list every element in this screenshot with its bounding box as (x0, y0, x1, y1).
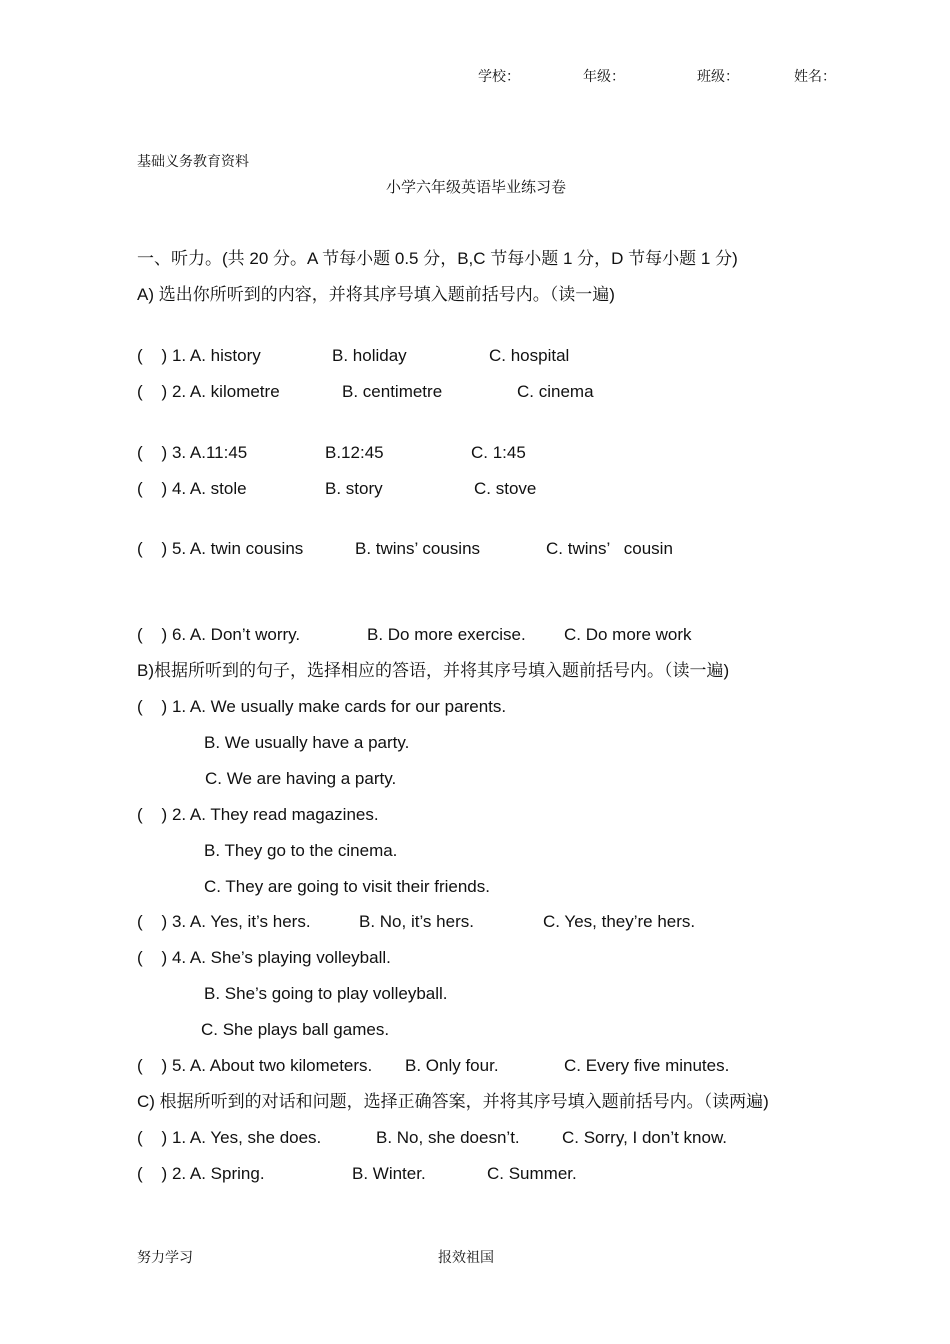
part-a-q1-c: C. hospital (489, 346, 570, 365)
part-b-q5-a: ( ) 5. A. About two kilometers. (137, 1056, 373, 1075)
part-a-q1-a: ( ) 1. A. history (137, 346, 261, 365)
grade-field-label: 年级： (583, 69, 625, 85)
part-a-q2-b: B. centimetre (342, 382, 443, 401)
part-b-q5-b: B. Only four. (405, 1056, 499, 1075)
part-b-instruction: B)根据所听到的句子，选择相应的答语，并将其序号填入题前括号内。（读一遍) (137, 661, 730, 680)
document-label: 基础义务教育资料 (137, 154, 249, 170)
part-a-q5-c: C. twins’ cousin (546, 539, 673, 558)
part-c-q2-c: C. Summer. (487, 1164, 577, 1183)
part-a-q4-b: B. story (325, 479, 383, 498)
part-c-q1-c: C. Sorry, I don’t know. (562, 1128, 728, 1147)
part-a-q2-c: C. cinema (517, 382, 594, 401)
part-b-q3-c: C. Yes, they’re hers. (543, 912, 696, 931)
part-a-q3-c: C. 1:45 (471, 443, 526, 462)
part-b-q5-c: C. Every five minutes. (564, 1056, 730, 1075)
class-field-label: 班级： (697, 69, 739, 85)
part-a-q5-b: B. twins’ cousins (355, 539, 481, 558)
part-a-q4-c: C. stove (474, 479, 537, 498)
part-b-q4-a: ( ) 4. A. She’s playing volleyball. (137, 948, 391, 967)
footer-center: 报效祖国 (438, 1250, 494, 1266)
part-a-q2-a: ( ) 2. A. kilometre (137, 382, 280, 401)
part-c-q1-b: B. No, she doesn’t. (376, 1128, 520, 1147)
part-c-q2-a: ( ) 2. A. Spring. (137, 1164, 265, 1183)
part-a-q3-a: ( ) 3. A.11:45 (137, 443, 248, 462)
part-a-q1-b: B. holiday (332, 346, 407, 365)
part-a-q6-b: B. Do more exercise. (367, 625, 526, 644)
part-c-q2-b: B. Winter. (352, 1164, 426, 1183)
part-b-q2-c: C. They are going to visit their friends. (204, 877, 490, 896)
part-a-q5-a: ( ) 5. A. twin cousins (137, 539, 304, 558)
part-b-q3-b: B. No, it’s hers. (359, 912, 474, 931)
part-b-q1-c: C. We are having a party. (205, 769, 397, 788)
part-b-q1-b: B. We usually have a party. (204, 733, 410, 752)
part-c-q1-a: ( ) 1. A. Yes, she does. (137, 1128, 322, 1147)
part-a-q6-a: ( ) 6. A. Don’t worry. (137, 625, 301, 644)
part-b-q3-a: ( ) 3. A. Yes, it’s hers. (137, 912, 311, 931)
part-a-q4-a: ( ) 4. A. stole (137, 479, 247, 498)
part-b-q4-b: B. She’s going to play volleyball. (204, 984, 448, 1003)
part-b-q2-b: B. They go to the cinema. (204, 841, 398, 860)
part-b-q1-a: ( ) 1. A. We usually make cards for our parents. (137, 697, 507, 716)
school-field-label: 学校： (478, 69, 520, 85)
part-b-q4-c: C. She plays ball games. (201, 1020, 390, 1039)
part-c-instruction: C) 根据所听到的对话和问题，选择正确答案，并将其序号填入题前括号内。（读两遍) (137, 1092, 769, 1111)
part-a-instruction: A) 选出你所听到的内容，并将其序号填入题前括号内。（读一遍) (137, 285, 615, 304)
section-heading: 一、听力。(共 20 分。A 节每小题 0.5 分，B,C 节每小题 1 分，D 节每小题 1 分) (137, 249, 738, 268)
page-title: 小学六年级英语毕业练习卷 (386, 179, 567, 196)
footer-left: 努力学习 (137, 1250, 193, 1266)
part-a-q3-b: B.12:45 (325, 443, 384, 462)
part-b-q2-a: ( ) 2. A. They read magazines. (137, 805, 379, 824)
part-a-q6-c: C. Do more work (564, 625, 692, 644)
name-field-label: 姓名： (794, 69, 836, 85)
